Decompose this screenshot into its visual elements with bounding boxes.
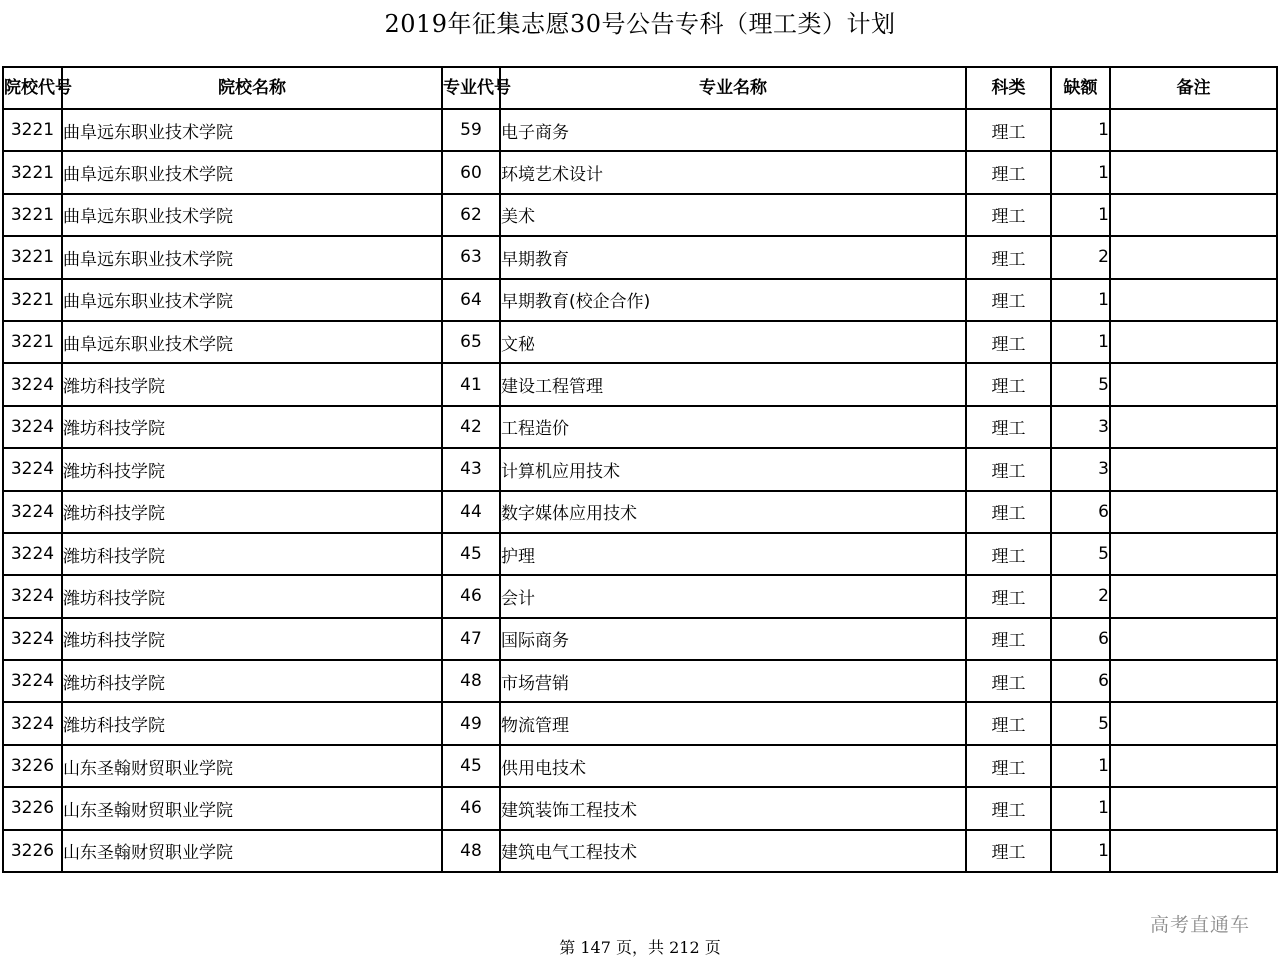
cell-school-name: 曲阜远东职业技术学院	[62, 109, 442, 151]
cell-school-code: 3224	[3, 575, 62, 617]
table-row	[3, 787, 1277, 829]
cell-vacancy: 1	[1051, 787, 1110, 829]
cell-major-name: 文秘	[500, 321, 966, 363]
cell-major-code: 48	[442, 830, 500, 872]
table-row	[3, 448, 1277, 490]
cell-school-code: 3224	[3, 491, 62, 533]
cell-school-code: 3221	[3, 151, 62, 193]
cell-vacancy: 1	[1051, 279, 1110, 321]
table-row	[3, 406, 1277, 448]
page-title: 2019年征集志愿30号公告专科（理工类）计划	[384, 10, 896, 38]
header-category: 科类	[966, 67, 1051, 109]
cell-major-name: 物流管理	[500, 702, 966, 744]
cell-note	[1110, 109, 1277, 151]
cell-school-code: 3221	[3, 236, 62, 278]
cell-major-code: 49	[442, 702, 500, 744]
cell-school-code: 3224	[3, 448, 62, 490]
cell-major-code: 43	[442, 448, 500, 490]
table-row	[3, 279, 1277, 321]
cell-school-code: 3221	[3, 279, 62, 321]
cell-note	[1110, 279, 1277, 321]
cell-category: 理工	[966, 702, 1051, 744]
cell-note	[1110, 406, 1277, 448]
cell-major-name: 数字媒体应用技术	[500, 491, 966, 533]
cell-vacancy: 5	[1051, 702, 1110, 744]
watermark-text: 高考直通车	[1149, 914, 1250, 936]
cell-major-name: 护理	[500, 533, 966, 575]
cell-major-code: 62	[442, 194, 500, 236]
cell-note	[1110, 448, 1277, 490]
cell-major-code: 60	[442, 151, 500, 193]
table-row	[3, 236, 1277, 278]
cell-vacancy: 6	[1051, 491, 1110, 533]
cell-category: 理工	[966, 533, 1051, 575]
cell-vacancy: 1	[1051, 830, 1110, 872]
cell-category: 理工	[966, 236, 1051, 278]
cell-school-name: 潍坊科技学院	[62, 448, 442, 490]
table-row	[3, 830, 1277, 872]
cell-vacancy: 2	[1051, 575, 1110, 617]
cell-school-name: 曲阜远东职业技术学院	[62, 236, 442, 278]
cell-note	[1110, 363, 1277, 405]
cell-category: 理工	[966, 321, 1051, 363]
cell-major-name: 建筑装饰工程技术	[500, 787, 966, 829]
cell-category: 理工	[966, 745, 1051, 787]
cell-vacancy: 2	[1051, 236, 1110, 278]
cell-note	[1110, 787, 1277, 829]
cell-school-name: 山东圣翰财贸职业学院	[62, 787, 442, 829]
table-row	[3, 491, 1277, 533]
cell-note	[1110, 151, 1277, 193]
cell-category: 理工	[966, 448, 1051, 490]
cell-school-code: 3224	[3, 702, 62, 744]
cell-school-name: 潍坊科技学院	[62, 702, 442, 744]
cell-note	[1110, 533, 1277, 575]
cell-major-code: 48	[442, 660, 500, 702]
header-school-code: 院校代号	[3, 67, 62, 109]
cell-vacancy: 1	[1051, 151, 1110, 193]
table-row	[3, 109, 1277, 151]
cell-school-code: 3226	[3, 830, 62, 872]
cell-note	[1110, 618, 1277, 660]
cell-school-name: 潍坊科技学院	[62, 533, 442, 575]
cell-school-code: 3221	[3, 321, 62, 363]
cell-vacancy: 6	[1051, 618, 1110, 660]
table-row	[3, 575, 1277, 617]
cell-school-name: 曲阜远东职业技术学院	[62, 279, 442, 321]
cell-vacancy: 1	[1051, 745, 1110, 787]
cell-category: 理工	[966, 406, 1051, 448]
table-row	[3, 533, 1277, 575]
cell-major-name: 环境艺术设计	[500, 151, 966, 193]
cell-vacancy: 1	[1051, 109, 1110, 151]
cell-major-name: 供用电技术	[500, 745, 966, 787]
table-row	[3, 618, 1277, 660]
table-row	[3, 745, 1277, 787]
cell-major-code: 65	[442, 321, 500, 363]
cell-major-name: 电子商务	[500, 109, 966, 151]
cell-vacancy: 3	[1051, 448, 1110, 490]
cell-major-name: 工程造价	[500, 406, 966, 448]
cell-major-code: 44	[442, 491, 500, 533]
cell-category: 理工	[966, 491, 1051, 533]
cell-school-code: 3226	[3, 745, 62, 787]
cell-school-name: 潍坊科技学院	[62, 406, 442, 448]
cell-major-code: 64	[442, 279, 500, 321]
cell-category: 理工	[966, 151, 1051, 193]
cell-note	[1110, 660, 1277, 702]
cell-major-name: 早期教育(校企合作)	[500, 279, 966, 321]
table-header-row	[3, 67, 1277, 109]
header-vacancy: 缺额	[1051, 67, 1110, 109]
cell-note	[1110, 194, 1277, 236]
cell-major-name: 建设工程管理	[500, 363, 966, 405]
cell-school-name: 潍坊科技学院	[62, 575, 442, 617]
cell-major-name: 市场营销	[500, 660, 966, 702]
cell-major-name: 建筑电气工程技术	[500, 830, 966, 872]
cell-note	[1110, 745, 1277, 787]
cell-vacancy: 3	[1051, 406, 1110, 448]
cell-major-code: 46	[442, 575, 500, 617]
cell-school-code: 3224	[3, 406, 62, 448]
table-row	[3, 660, 1277, 702]
cell-vacancy: 5	[1051, 363, 1110, 405]
cell-category: 理工	[966, 109, 1051, 151]
table-row	[3, 321, 1277, 363]
cell-school-code: 3226	[3, 787, 62, 829]
cell-school-code: 3224	[3, 618, 62, 660]
cell-school-name: 曲阜远东职业技术学院	[62, 321, 442, 363]
cell-category: 理工	[966, 830, 1051, 872]
header-major-name: 专业名称	[500, 67, 966, 109]
header-school-name: 院校名称	[62, 67, 442, 109]
table-row	[3, 194, 1277, 236]
cell-category: 理工	[966, 575, 1051, 617]
cell-school-name: 山东圣翰财贸职业学院	[62, 830, 442, 872]
cell-major-name: 计算机应用技术	[500, 448, 966, 490]
cell-note	[1110, 702, 1277, 744]
cell-vacancy: 5	[1051, 533, 1110, 575]
cell-category: 理工	[966, 787, 1051, 829]
cell-category: 理工	[966, 279, 1051, 321]
table-row	[3, 151, 1277, 193]
cell-vacancy: 6	[1051, 660, 1110, 702]
header-major-code: 专业代号	[442, 67, 500, 109]
cell-major-code: 63	[442, 236, 500, 278]
cell-major-code: 45	[442, 533, 500, 575]
cell-school-code: 3224	[3, 533, 62, 575]
cell-major-code: 41	[442, 363, 500, 405]
header-note: 备注	[1110, 67, 1277, 109]
cell-major-code: 59	[442, 109, 500, 151]
cell-school-name: 曲阜远东职业技术学院	[62, 194, 442, 236]
cell-note	[1110, 236, 1277, 278]
cell-major-name: 早期教育	[500, 236, 966, 278]
table-body	[3, 109, 1277, 872]
cell-school-code: 3221	[3, 109, 62, 151]
cell-note	[1110, 575, 1277, 617]
cell-major-name: 会计	[500, 575, 966, 617]
table-row	[3, 702, 1277, 744]
cell-school-name: 潍坊科技学院	[62, 618, 442, 660]
cell-note	[1110, 321, 1277, 363]
cell-school-code: 3224	[3, 363, 62, 405]
cell-category: 理工	[966, 618, 1051, 660]
cell-major-name: 国际商务	[500, 618, 966, 660]
cell-vacancy: 1	[1051, 321, 1110, 363]
cell-major-code: 46	[442, 787, 500, 829]
cell-major-name: 美术	[500, 194, 966, 236]
cell-school-name: 潍坊科技学院	[62, 491, 442, 533]
page-footer: 第 147 页，共 212 页	[559, 938, 721, 957]
cell-note	[1110, 491, 1277, 533]
cell-category: 理工	[966, 363, 1051, 405]
cell-category: 理工	[966, 660, 1051, 702]
cell-school-code: 3221	[3, 194, 62, 236]
cell-school-name: 山东圣翰财贸职业学院	[62, 745, 442, 787]
cell-note	[1110, 830, 1277, 872]
cell-category: 理工	[966, 194, 1051, 236]
cell-major-code: 45	[442, 745, 500, 787]
cell-school-name: 潍坊科技学院	[62, 660, 442, 702]
enrollment-plan-table	[2, 66, 1278, 873]
cell-school-code: 3224	[3, 660, 62, 702]
table-row	[3, 363, 1277, 405]
cell-major-code: 47	[442, 618, 500, 660]
cell-school-name: 曲阜远东职业技术学院	[62, 151, 442, 193]
cell-major-code: 42	[442, 406, 500, 448]
cell-vacancy: 1	[1051, 194, 1110, 236]
cell-school-name: 潍坊科技学院	[62, 363, 442, 405]
